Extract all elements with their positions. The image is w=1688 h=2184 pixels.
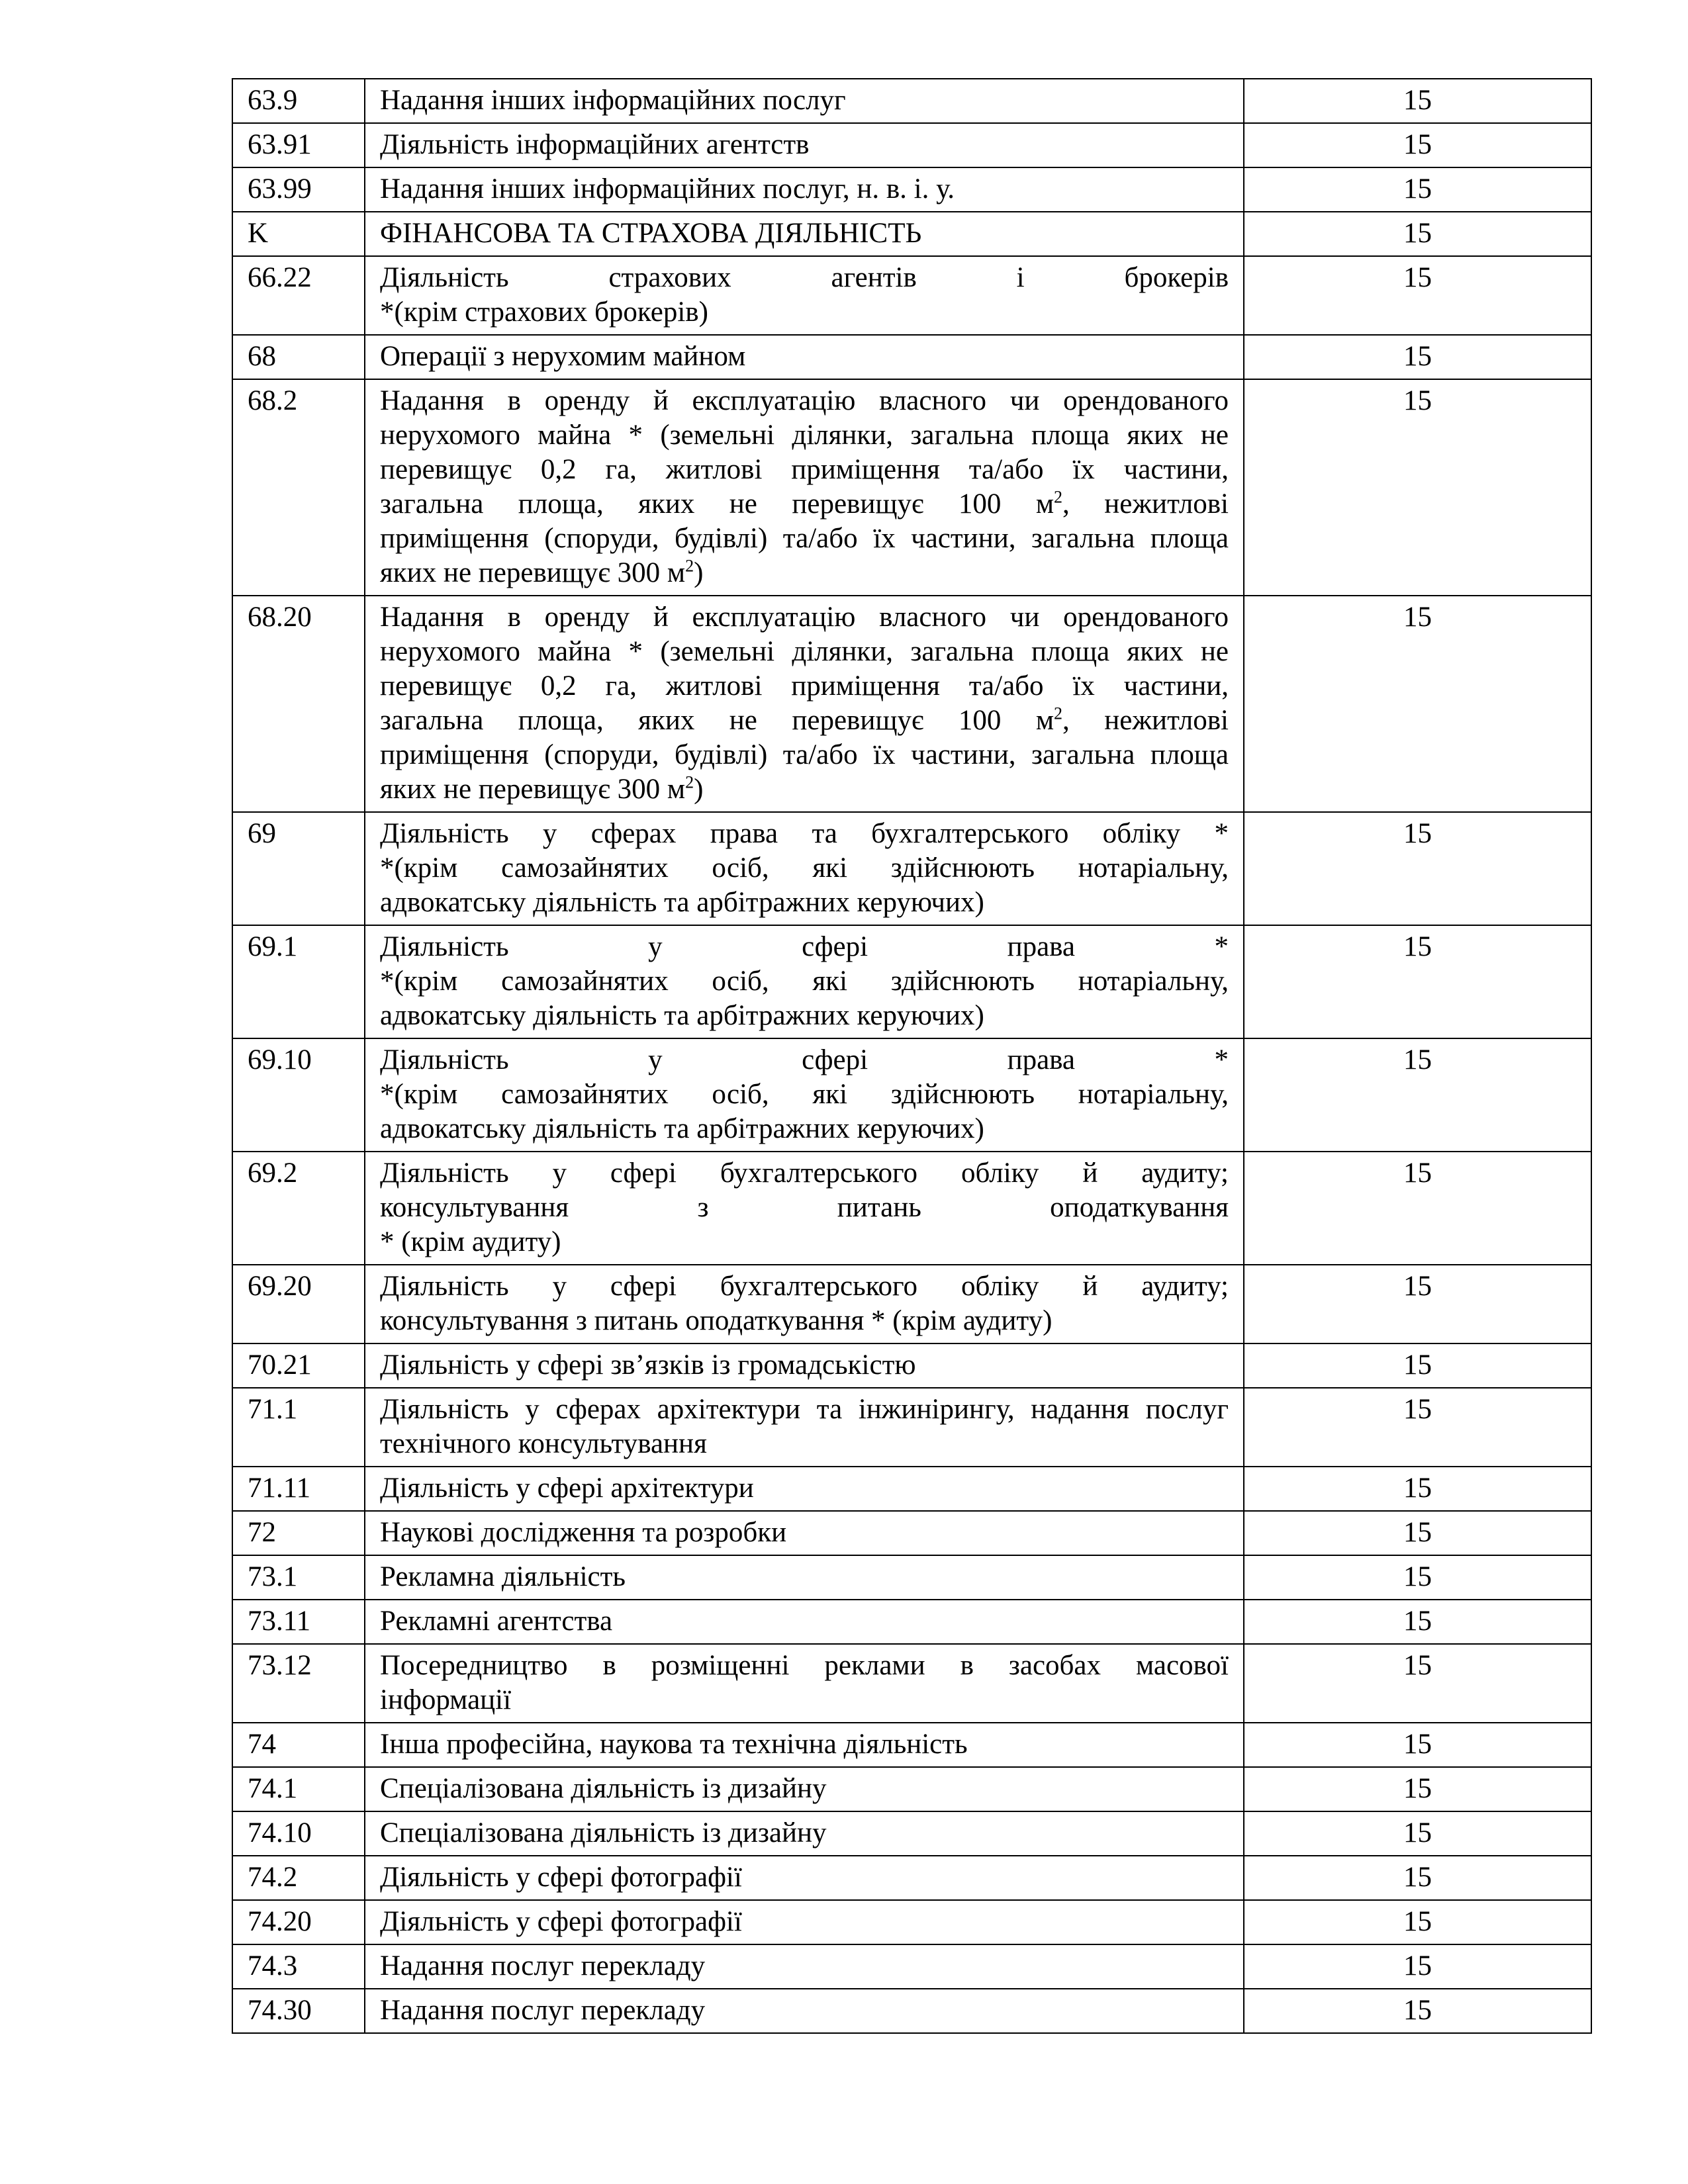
table-row bbox=[232, 379, 1591, 596]
activity-code: 73.12 bbox=[232, 1644, 365, 1723]
activity-code: 72 bbox=[232, 1511, 365, 1555]
rate-value: 15 bbox=[1244, 1856, 1591, 1900]
description-line: консультування з питань оподаткування bbox=[380, 1192, 1229, 1223]
description-line: *(крім самозайнятих осіб, які здійснюють нотаріальну, bbox=[380, 852, 1229, 884]
activity-code: 69.10 bbox=[232, 1038, 365, 1152]
description-line: адвокатську діяльність та арбітражних керуючих) bbox=[380, 1113, 984, 1144]
table-row bbox=[232, 1038, 1591, 1152]
description-line: *(крім страхових брокерів) bbox=[380, 296, 708, 328]
activity-description bbox=[365, 167, 1244, 212]
description-line: технічного консультування bbox=[380, 1428, 707, 1459]
activity-description bbox=[365, 1265, 1244, 1343]
activity-codes-table bbox=[232, 78, 1592, 2034]
rate-value: 15 bbox=[1244, 1767, 1591, 1811]
table-row bbox=[232, 1944, 1591, 1989]
activity-code: 71.11 bbox=[232, 1467, 365, 1511]
activity-code: 74.1 bbox=[232, 1767, 365, 1811]
table-row bbox=[232, 1152, 1591, 1265]
activity-description bbox=[365, 379, 1244, 596]
description-line: Діяльність у сфері права * bbox=[380, 1044, 1229, 1075]
rate-value: 15 bbox=[1244, 1343, 1591, 1388]
description-line: Спеціалізована діяльність із дизайну bbox=[380, 1817, 827, 1848]
activity-description bbox=[365, 1388, 1244, 1467]
rate-value: 15 bbox=[1244, 1511, 1591, 1555]
description-line: Надання в оренду й експлуатацію власного чи орендованого bbox=[380, 602, 1229, 633]
description-line: загальна площа, яких не перевищує 100 $м^2$, нежитлові bbox=[380, 704, 1229, 736]
description-line: Надання інших інформаційних послуг, н. в. і. у. bbox=[380, 173, 955, 205]
description-line: яких не перевищує 300 $м^2$) bbox=[380, 556, 704, 588]
table-row bbox=[232, 1388, 1591, 1467]
description-line: Діяльність у сфері права * bbox=[380, 931, 1229, 962]
description-line: Діяльність у сфері зв’язків із громадськістю bbox=[380, 1349, 916, 1381]
table-row bbox=[232, 123, 1591, 167]
activity-code: 73.1 bbox=[232, 1555, 365, 1600]
table-row bbox=[232, 256, 1591, 335]
activity-description bbox=[365, 1767, 1244, 1811]
description-line: * (крім аудиту) bbox=[380, 1226, 561, 1257]
description-line: загальна площа, яких не перевищує 100 $м^2$, нежитлові bbox=[380, 487, 1229, 520]
activity-code: 69 bbox=[232, 812, 365, 925]
rate-value: 15 bbox=[1244, 167, 1591, 212]
rate-value: 15 bbox=[1244, 1467, 1591, 1511]
description-line: Операції з нерухомим майном bbox=[380, 341, 746, 372]
activity-description bbox=[365, 1989, 1244, 2033]
description-line: *(крім самозайнятих осіб, які здійснюють нотаріальну, bbox=[380, 966, 1229, 997]
table-row bbox=[232, 596, 1591, 812]
activity-description bbox=[365, 212, 1244, 256]
table-body bbox=[232, 79, 1591, 2033]
activity-description bbox=[365, 1343, 1244, 1388]
rate-value: 15 bbox=[1244, 1152, 1591, 1265]
description-line: Надання послуг перекладу bbox=[380, 1995, 706, 2026]
table-row bbox=[232, 1767, 1591, 1811]
rate-value: 15 bbox=[1244, 1944, 1591, 1989]
activity-description bbox=[365, 1555, 1244, 1600]
activity-code: 68.2 bbox=[232, 379, 365, 596]
description-line: приміщення (споруди, будівлі) та/або їх частини, загальна площа bbox=[380, 739, 1229, 770]
activity-code: 68 bbox=[232, 335, 365, 379]
description-line: приміщення (споруди, будівлі) та/або їх частини, загальна площа bbox=[380, 523, 1229, 554]
table-row bbox=[232, 1900, 1591, 1944]
rate-value: 15 bbox=[1244, 596, 1591, 812]
rate-value: 15 bbox=[1244, 379, 1591, 596]
table-row bbox=[232, 79, 1591, 123]
description-line: Посередництво в розміщенні реклами в засобах масової bbox=[380, 1650, 1229, 1681]
description-line: перевищує 0,2 га, житлові приміщення та/або їх частини, bbox=[380, 454, 1229, 485]
rate-value: 15 bbox=[1244, 812, 1591, 925]
activity-description bbox=[365, 1038, 1244, 1152]
description-line: Діяльність страхових агентів і брокерів bbox=[380, 262, 1229, 293]
activity-description bbox=[365, 925, 1244, 1038]
activity-code: 63.91 bbox=[232, 123, 365, 167]
table-row bbox=[232, 812, 1591, 925]
activity-code: K bbox=[232, 212, 365, 256]
rate-value: 15 bbox=[1244, 1600, 1591, 1644]
table-row bbox=[232, 925, 1591, 1038]
activity-description bbox=[365, 1600, 1244, 1644]
rate-value: 15 bbox=[1244, 1388, 1591, 1467]
description-line: Спеціалізована діяльність із дизайну bbox=[380, 1773, 827, 1804]
description-line: Діяльність у сфері архітектури bbox=[380, 1473, 754, 1504]
activity-description bbox=[365, 123, 1244, 167]
rate-value: 15 bbox=[1244, 1989, 1591, 2033]
rate-value: 15 bbox=[1244, 212, 1591, 256]
table-row bbox=[232, 212, 1591, 256]
activity-code: 74.2 bbox=[232, 1856, 365, 1900]
rate-value: 15 bbox=[1244, 1038, 1591, 1152]
description-line: адвокатську діяльність та арбітражних керуючих) bbox=[380, 887, 984, 918]
activity-code: 69.1 bbox=[232, 925, 365, 1038]
activity-description bbox=[365, 1723, 1244, 1767]
table-row bbox=[232, 1723, 1591, 1767]
description-line: Рекламні агентства bbox=[380, 1606, 613, 1637]
activity-code: 70.21 bbox=[232, 1343, 365, 1388]
activity-description bbox=[365, 1644, 1244, 1723]
description-line: Діяльність інформаційних агентств bbox=[380, 129, 810, 160]
description-line: Наукові дослідження та розробки bbox=[380, 1517, 787, 1548]
superscript: 2 bbox=[685, 772, 694, 792]
rate-value: 15 bbox=[1244, 1723, 1591, 1767]
superscript: 2 bbox=[685, 556, 694, 576]
description-line: Інша професійна, наукова та технічна діяльність bbox=[380, 1729, 968, 1760]
activity-code: 73.11 bbox=[232, 1600, 365, 1644]
rate-value: 15 bbox=[1244, 1265, 1591, 1343]
table-row bbox=[232, 1600, 1591, 1644]
rate-value: 15 bbox=[1244, 256, 1591, 335]
description-line: Надання інших інформаційних послуг bbox=[380, 85, 846, 116]
description-line: нерухомого майна * (земельні ділянки, загальна площа яких не bbox=[380, 420, 1229, 451]
activity-description bbox=[365, 812, 1244, 925]
activity-description bbox=[365, 1811, 1244, 1856]
superscript: 2 bbox=[1054, 704, 1063, 723]
activity-code: 63.9 bbox=[232, 79, 365, 123]
activity-description bbox=[365, 1900, 1244, 1944]
activity-code: 74 bbox=[232, 1723, 365, 1767]
table-row bbox=[232, 1989, 1591, 2033]
rate-value: 15 bbox=[1244, 1555, 1591, 1600]
table-row bbox=[232, 1811, 1591, 1856]
activity-code: 74.10 bbox=[232, 1811, 365, 1856]
activity-code: 74.30 bbox=[232, 1989, 365, 2033]
description-line: Діяльність у сфері фотографії bbox=[380, 1862, 742, 1893]
description-line: Надання в оренду й експлуатацію власного чи орендованого bbox=[380, 385, 1229, 416]
activity-description bbox=[365, 1944, 1244, 1989]
activity-code: 74.20 bbox=[232, 1900, 365, 1944]
activity-description bbox=[365, 1511, 1244, 1555]
activity-code: 69.2 bbox=[232, 1152, 365, 1265]
activity-description bbox=[365, 79, 1244, 123]
description-line: яких не перевищує 300 $м^2$) bbox=[380, 772, 704, 805]
description-line: інформації bbox=[380, 1684, 512, 1715]
description-line: нерухомого майна * (земельні ділянки, загальна площа яких не bbox=[380, 636, 1229, 667]
activity-code: 63.99 bbox=[232, 167, 365, 212]
table-row bbox=[232, 1467, 1591, 1511]
rate-value: 15 bbox=[1244, 123, 1591, 167]
activity-description bbox=[365, 1856, 1244, 1900]
description-line: ФІНАНСОВА ТА СТРАХОВА ДІЯЛЬНІСТЬ bbox=[380, 218, 922, 249]
activity-description bbox=[365, 256, 1244, 335]
description-line: Діяльність у сферах права та бухгалтерського обліку * bbox=[380, 818, 1229, 849]
rate-value: 15 bbox=[1244, 1644, 1591, 1723]
description-line: адвокатську діяльність та арбітражних керуючих) bbox=[380, 1000, 984, 1031]
activity-description bbox=[365, 596, 1244, 812]
description-line: *(крім самозайнятих осіб, які здійснюють нотаріальну, bbox=[380, 1079, 1229, 1110]
table-row bbox=[232, 1644, 1591, 1723]
activity-description bbox=[365, 1467, 1244, 1511]
table-row bbox=[232, 1856, 1591, 1900]
activity-description bbox=[365, 335, 1244, 379]
description-line: Рекламна діяльність bbox=[380, 1561, 626, 1592]
table-row bbox=[232, 335, 1591, 379]
activity-code: 69.20 bbox=[232, 1265, 365, 1343]
table-row bbox=[232, 167, 1591, 212]
rate-value: 15 bbox=[1244, 1900, 1591, 1944]
activity-description bbox=[365, 1152, 1244, 1265]
description-line: Діяльність у сферах архітектури та інжинірингу, надання послуг bbox=[380, 1394, 1229, 1425]
activity-code: 68.20 bbox=[232, 596, 365, 812]
description-line: Діяльність у сфері бухгалтерського обліку й аудиту; bbox=[380, 1158, 1229, 1189]
description-line: Діяльність у сфері бухгалтерського обліку й аудиту; bbox=[380, 1271, 1229, 1302]
rate-value: 15 bbox=[1244, 335, 1591, 379]
description-line: Надання послуг перекладу bbox=[380, 1950, 706, 1981]
description-line: перевищує 0,2 га, житлові приміщення та/або їх частини, bbox=[380, 670, 1229, 702]
table-row bbox=[232, 1511, 1591, 1555]
activity-code: 74.3 bbox=[232, 1944, 365, 1989]
activity-code: 66.22 bbox=[232, 256, 365, 335]
table-row bbox=[232, 1265, 1591, 1343]
table-row bbox=[232, 1555, 1591, 1600]
rate-value: 15 bbox=[1244, 79, 1591, 123]
rate-value: 15 bbox=[1244, 925, 1591, 1038]
description-line: консультування з питань оподаткування * (крім аудиту) bbox=[380, 1305, 1053, 1336]
rate-value: 15 bbox=[1244, 1811, 1591, 1856]
description-line: Діяльність у сфері фотографії bbox=[380, 1906, 742, 1937]
superscript: 2 bbox=[1054, 487, 1063, 507]
table-row bbox=[232, 1343, 1591, 1388]
activity-code: 71.1 bbox=[232, 1388, 365, 1467]
